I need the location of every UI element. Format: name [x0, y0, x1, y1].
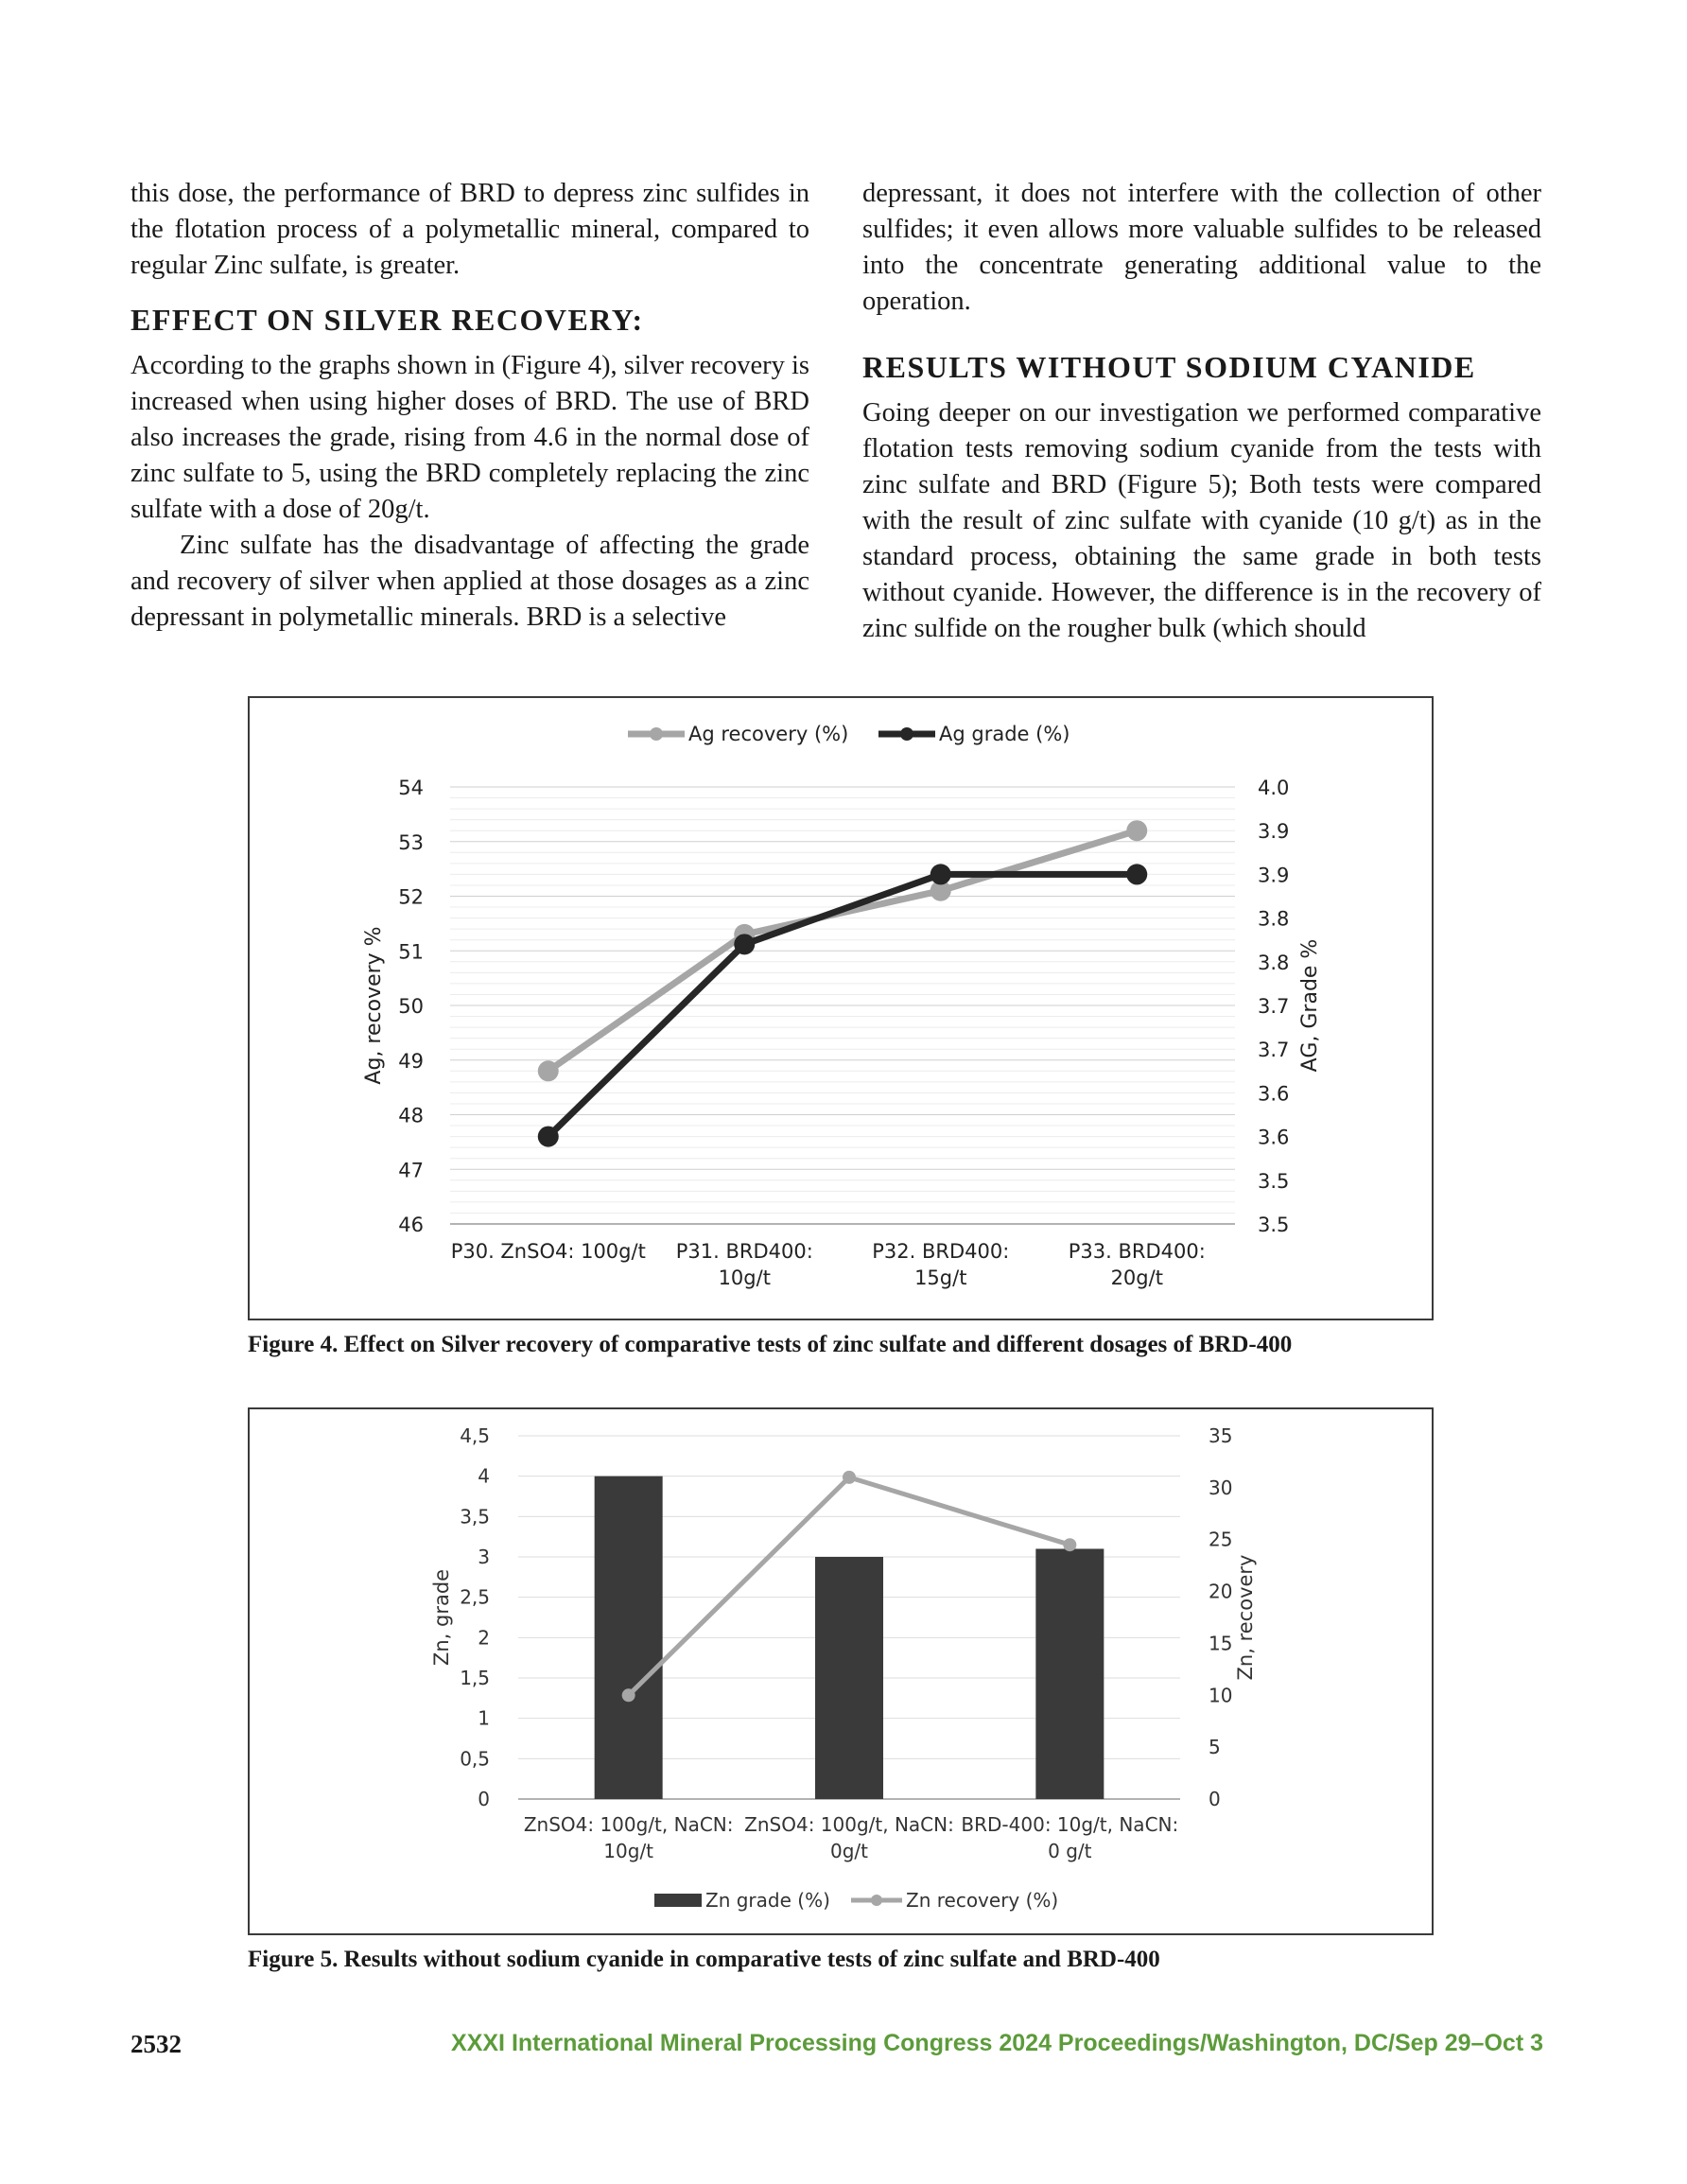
y-tick-label: 3,5 — [460, 1505, 490, 1529]
y-tick-label: 0,5 — [460, 1747, 490, 1771]
y-tick-label: 52 — [398, 885, 424, 909]
y2-tick-label: 3.9 — [1258, 864, 1290, 887]
x-tick-label: BRD-400: 10g/t, NaCN: — [961, 1813, 1179, 1836]
left-column — [130, 176, 809, 636]
paragraph: According to the graphs shown in (Figure 4), silver recovery is increased when using higher doses of BRD. The use of BRD also increases the grade, rising from 4.6 in the normal dose of zinc sulfate to 5, using the BRD completely replacing the zinc sulfate with a dose of 20g/t. — [130, 351, 809, 524]
y-tick-label: 54 — [398, 777, 424, 799]
y-tick-label: 0 — [478, 1788, 490, 1810]
data-point — [1126, 864, 1147, 884]
y2-tick-label: 25 — [1209, 1528, 1233, 1551]
data-point — [622, 1688, 635, 1702]
x-tick-label: 15g/t — [914, 1267, 967, 1289]
figure-4-chart — [248, 696, 1434, 1320]
section-heading: EFFECT ON SILVER RECOVERY: — [130, 303, 644, 337]
y-axis-label: Zn, grade — [430, 1568, 453, 1667]
legend-swatch — [654, 1894, 702, 1907]
y2-tick-label: 3.7 — [1258, 995, 1290, 1018]
paragraph: depressant, it does not interfere with the collection of other sulfides; it even allows more valuable sulfides to be released into the concentrate generating additional value to the operation. — [862, 179, 1541, 316]
y-axis-label: Ag, recovery % — [362, 926, 386, 1085]
paragraph: this dose, the performance of BRD to depress zinc sulfides in the flotation process of a polymetallic mineral, compared to regular Zinc sulfate, is greater. — [130, 179, 809, 280]
y-tick-label: 46 — [398, 1214, 424, 1236]
x-tick-label: ZnSO4: 100g/t, NaCN: — [523, 1813, 734, 1836]
y-tick-label: 3 — [478, 1546, 490, 1568]
y-tick-label: 2 — [478, 1626, 490, 1650]
legend-marker — [900, 727, 913, 741]
section-heading: RESULTS WITHOUT SODIUM CYANIDE — [862, 350, 1476, 384]
legend-label: Ag recovery (%) — [688, 723, 849, 745]
figure-4-caption: Figure 4. Effect on Silver recovery of comparative tests of zinc sulfate and different dosages of BRD-400 — [248, 1332, 1293, 1357]
x-tick-label: P31. BRD400: — [675, 1240, 813, 1263]
y2-tick-label: 3.5 — [1258, 1169, 1290, 1193]
y-tick-label: 49 — [398, 1049, 424, 1073]
y2-tick-label: 0 — [1209, 1788, 1221, 1810]
y-tick-label: 53 — [398, 830, 424, 854]
data-point — [538, 1127, 559, 1147]
data-point — [843, 1471, 856, 1484]
y2-tick-label: 3.5 — [1258, 1214, 1290, 1236]
y-tick-label: 4 — [478, 1464, 490, 1488]
legend-label: Zn recovery (%) — [906, 1889, 1059, 1912]
y2-tick-label: 15 — [1209, 1632, 1233, 1655]
y-tick-label: 1,5 — [460, 1667, 490, 1689]
bar-zn-grade — [1035, 1548, 1104, 1799]
y-tick-label: 47 — [398, 1159, 424, 1182]
bar-zn-grade — [595, 1476, 663, 1799]
y2-axis-label: AG, Grade % — [1298, 938, 1322, 1073]
y2-tick-label: 35 — [1209, 1424, 1233, 1447]
data-point — [1063, 1538, 1076, 1551]
y2-tick-label: 3.8 — [1258, 951, 1290, 974]
x-tick-label: 0 g/t — [1048, 1840, 1092, 1862]
y2-tick-label: 5 — [1209, 1736, 1221, 1759]
y2-tick-label: 10 — [1209, 1684, 1233, 1707]
data-point — [734, 934, 755, 954]
y2-tick-label: 4.0 — [1258, 777, 1290, 799]
y2-tick-label: 3.8 — [1258, 907, 1290, 931]
x-tick-label: 10g/t — [603, 1840, 654, 1862]
y2-tick-label: 3.6 — [1258, 1126, 1290, 1149]
y-tick-label: 1 — [478, 1706, 490, 1730]
page-number: 2532 — [130, 2030, 182, 2058]
y-tick-label: 2,5 — [460, 1585, 490, 1609]
data-point — [930, 864, 951, 884]
y2-axis-label: Zn, recovery — [1234, 1554, 1257, 1681]
y2-tick-label: 3.6 — [1258, 1082, 1290, 1106]
bar-zn-grade — [815, 1557, 883, 1799]
x-tick-label: ZnSO4: 100g/t, NaCN: — [744, 1813, 954, 1836]
x-tick-label: P33. BRD400: — [1068, 1240, 1206, 1263]
y-tick-label: 50 — [398, 995, 424, 1018]
footer-text: XXXI International Mineral Processing Congress 2024 Proceedings/Washington, DC/Sep 29–Oct 3 — [451, 2030, 1543, 2056]
zinc-without-cyanide-chart — [250, 1409, 1432, 1933]
y-tick-label: 51 — [398, 940, 424, 964]
y2-tick-label: 20 — [1209, 1580, 1233, 1603]
data-point — [1126, 820, 1147, 841]
x-tick-label: P30. ZnSO4: 100g/t — [450, 1240, 646, 1263]
legend-label: Ag grade (%) — [939, 723, 1070, 745]
legend-label: Zn grade (%) — [705, 1889, 830, 1912]
right-column — [862, 176, 1541, 647]
silver-recovery-chart — [250, 698, 1432, 1319]
legend-marker — [650, 727, 663, 741]
paragraph: Zinc sulfate has the disadvantage of affecting the grade and recovery of silver when applied at those dosages as a zinc depressant in polymetallic minerals. BRD is a selective — [130, 531, 809, 632]
paragraph: Going deeper on our investigation we performed comparative flotation tests removing sodium cyanide from the tests with zinc sulfate and BRD (Figure 5); Both tests were compared with the result of zinc sulfate with cyanide (10 g/t) as in the standard process, obtaining the same grade in both tests without cyanide. However, the difference is in the recovery of zinc sulfide on the rougher bulk (which should — [862, 398, 1541, 643]
x-tick-label: 20g/t — [1110, 1267, 1163, 1289]
x-tick-label: 0g/t — [830, 1840, 868, 1862]
y2-tick-label: 3.7 — [1258, 1039, 1290, 1062]
figure-5-caption: Figure 5. Results without sodium cyanide in comparative tests of zinc sulfate and BRD-400 — [248, 1947, 1160, 1972]
y2-tick-label: 3.9 — [1258, 820, 1290, 844]
y-tick-label: 48 — [398, 1104, 424, 1127]
figure-5-chart — [248, 1407, 1434, 1935]
y-tick-label: 4,5 — [460, 1424, 490, 1447]
data-point — [538, 1060, 559, 1081]
x-tick-label: P32. BRD400: — [872, 1240, 1010, 1263]
x-tick-label: 10g/t — [718, 1267, 771, 1289]
legend-marker — [871, 1895, 882, 1906]
y2-tick-label: 30 — [1209, 1476, 1233, 1499]
